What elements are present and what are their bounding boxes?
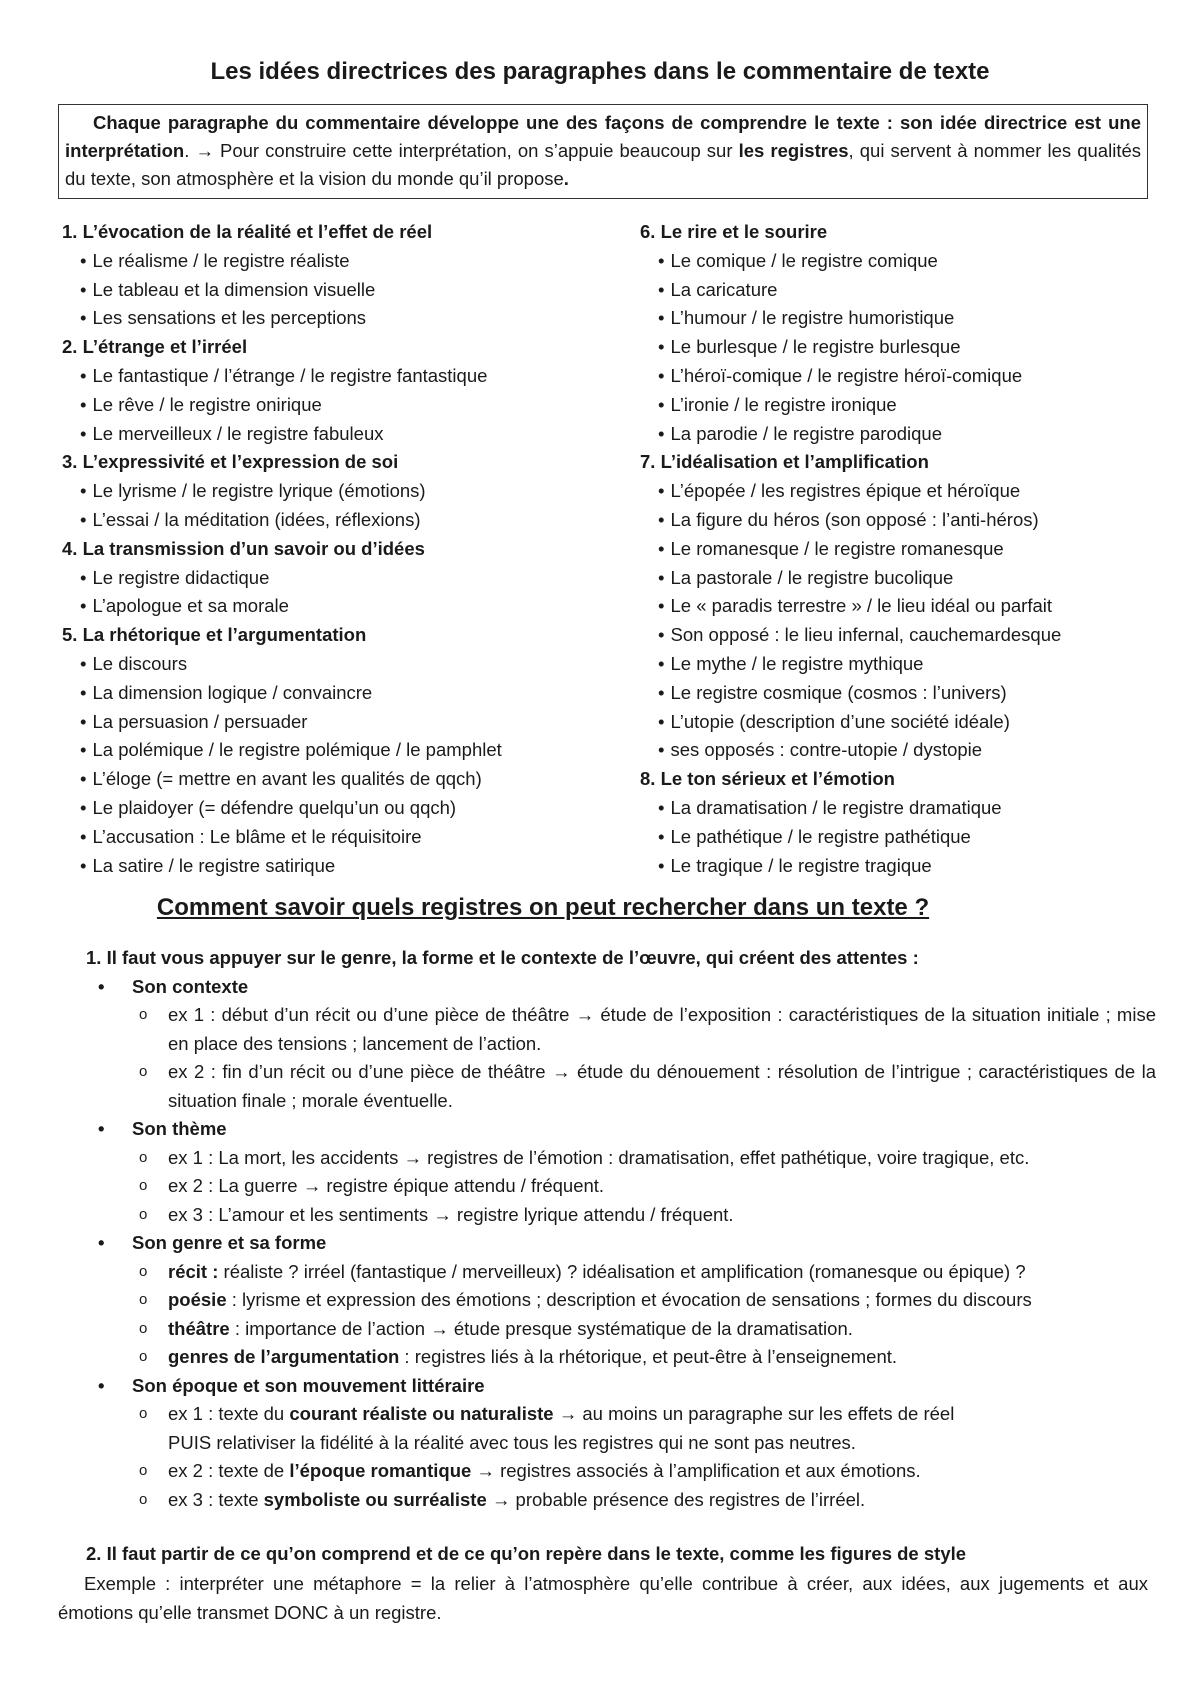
epoque-ex2 xyxy=(86,1457,1156,1486)
genre-theatre-text: : importance de l’action → étude presque systématique de la dramatisation. xyxy=(229,1317,853,1339)
section-title: 1. L’évocation de la réalité et l’effet de réel xyxy=(62,221,433,242)
section-title: 6. Le rire et le sourire xyxy=(640,221,828,242)
list-item: • Le lyrisme / le registre lyrique (émotions) xyxy=(62,477,622,506)
list-item: • La figure du héros (son opposé : l’anti-héros) xyxy=(640,506,1180,535)
genre-recit xyxy=(86,1258,1156,1287)
epoque-ex3-a: ex 3 : texte xyxy=(168,1488,264,1510)
intro-text-1: . → Pour construire cette interprétation, on s’appuie beaucoup sur xyxy=(184,140,739,161)
part2-heading: 2. Il faut partir de ce qu’on comprend et de ce qu’on repère dans le texte, comme les figures de style xyxy=(86,1543,967,1564)
list-item: • La polémique / le registre polémique / le pamphlet xyxy=(62,736,622,765)
theme-bullet: • Son thème xyxy=(86,1115,1156,1144)
intro-bold-1: Chaque paragraphe du commentaire développe une des façons de comprendre le texte : son idée directrice est une interprétation xyxy=(65,112,1141,161)
part2-heading-block xyxy=(86,1540,1156,1569)
genre-poesie-label: poésie xyxy=(168,1289,227,1310)
list-item: • La pastorale / le registre bucolique xyxy=(640,564,1180,593)
part1-block xyxy=(86,944,1156,1514)
section-title: 8. Le ton sérieux et l’émotion xyxy=(640,768,895,790)
contexte-ex2: o ex 2 : fin d’un récit ou d’une pièce de théâtre → étude du dénouement : résolution de l’intrigue ; caractéristiques de la situation finale ; morale éventuelle. xyxy=(86,1058,1156,1115)
list-item: • ses opposés : contre-utopie / dystopie xyxy=(640,736,1180,765)
epoque-ex2-c: → registres associés à l’amplification et aux émotions. xyxy=(471,1460,921,1481)
page-title: Les idées directrices des paragraphes dans le commentaire de texte xyxy=(210,58,990,85)
theme-ex1: o ex 1 : La mort, les accidents → registres de l’émotion : dramatisation, effet pathétique, voire tragique, etc. xyxy=(86,1144,1156,1173)
epoque-ex2-b: l’époque romantique xyxy=(289,1460,472,1481)
list-item: • Le réalisme / le registre réaliste xyxy=(62,247,622,276)
contexte-bullet: • Son contexte xyxy=(86,973,1156,1002)
genre-poesie-text: : lyrisme et expression des émotions ; description et évocation de sensations ; formes du discours xyxy=(226,1289,1032,1310)
genre-bullet: • Son genre et sa forme xyxy=(86,1229,1156,1258)
list-item: • Le merveilleux / le registre fabuleux xyxy=(62,420,622,449)
list-item: • Le registre cosmique (cosmos : l’univers) xyxy=(640,679,1180,708)
list-item: • L’essai / la méditation (idées, réflexions) xyxy=(62,506,622,535)
list-item: • L’apologue et sa morale xyxy=(62,592,622,621)
list-item: • Le « paradis terrestre » / le lieu idéal ou parfait xyxy=(640,592,1180,621)
list-item: • La parodie / le registre parodique xyxy=(640,420,1180,449)
part1-heading: 1. Il faut vous appuyer sur le genre, la forme et le contexte de l’œuvre, qui créent des attentes : xyxy=(86,947,919,968)
intro-box xyxy=(58,104,1148,199)
list-item: • L’ironie / le registre ironique xyxy=(640,391,1180,420)
list-item: • Le plaidoyer (= défendre quelqu’un ou qqch) xyxy=(62,794,622,823)
genre-argumentation xyxy=(86,1343,1156,1372)
epoque-ex2-a: ex 2 : texte de xyxy=(168,1460,290,1481)
list-item: • Le fantastique / l’étrange / le registre fantastique xyxy=(62,362,622,391)
list-item: • Les sensations et les perceptions xyxy=(62,304,622,333)
part2-body: Exemple : interpréter une métaphore = la relier à l’atmosphère qu’elle contribue à créer, aux idées, aux jugements et aux émotions qu’elle transmet DONC à un registre. xyxy=(58,1573,1148,1623)
right-column xyxy=(640,218,1180,880)
epoque-ex1-c: → au moins un paragraphe sur les effets de réel xyxy=(553,1403,955,1424)
list-item: • La satire / le registre satirique xyxy=(62,852,622,881)
genre-recit-text: réaliste ? irréel (fantastique / merveilleux) ? idéalisation et amplification (romanesque ou épique) ? xyxy=(218,1260,1026,1282)
list-item: • Le mythe / le registre mythique xyxy=(640,650,1180,679)
genre-theatre xyxy=(86,1315,1156,1344)
list-item: • Le romanesque / le registre romanesque xyxy=(640,535,1180,564)
genre-poesie xyxy=(86,1286,1156,1315)
section-title: 5. La rhétorique et l’argumentation xyxy=(62,624,367,646)
list-item: • Le tableau et la dimension visuelle xyxy=(62,276,622,305)
section2-heading xyxy=(0,894,1086,922)
epoque-bullet: • Son époque et son mouvement littéraire xyxy=(86,1372,1156,1401)
section2-title: Comment savoir quels registres on peut rechercher dans un texte ? xyxy=(156,894,930,921)
list-item: • L’éloge (= mettre en avant les qualités de qqch) xyxy=(62,765,622,794)
epoque-ex3 xyxy=(86,1486,1156,1515)
contexte-ex1: o ex 1 : début d’un récit ou d’une pièce de théâtre → étude de l’exposition : caractéristiques de la situation initiale ; mise en place des tensions ; lancement de l’action. xyxy=(86,1001,1156,1058)
epoque-ex1 xyxy=(86,1400,1156,1457)
list-item: • Le tragique / le registre tragique xyxy=(640,852,1180,881)
epoque-ex3-c: → probable présence des registres de l’irréel. xyxy=(486,1488,866,1510)
list-item: • Le rêve / le registre onirique xyxy=(62,391,622,420)
list-item: • L’épopée / les registres épique et héroïque xyxy=(640,477,1180,506)
list-item: • La caricature xyxy=(640,276,1180,305)
list-item: • L’héroï-comique / le registre héroï-comique xyxy=(640,362,1180,391)
intro-bold-2: les registres xyxy=(738,140,849,161)
genre-theatre-label: théâtre xyxy=(168,1317,230,1339)
list-item: • Le registre didactique xyxy=(62,564,622,593)
section-title: 4. La transmission d’un savoir ou d’idées xyxy=(62,537,425,559)
intro-text-2: , qui servent à nommer les qualités du texte, son atmosphère et la vision du monde qu’il propose xyxy=(65,140,1141,189)
list-item: • La persuasion / persuader xyxy=(62,708,622,737)
epoque-ex1-a: ex 1 : texte du xyxy=(168,1403,290,1424)
genre-argumentation-label: genres de l’argumentation xyxy=(168,1346,400,1367)
list-item: • Le discours xyxy=(62,650,622,679)
theme-ex3: o ex 3 : L’amour et les sentiments → registre lyrique attendu / fréquent. xyxy=(86,1201,1156,1230)
theme-ex2: o ex 2 : La guerre → registre épique attendu / fréquent. xyxy=(86,1172,1156,1201)
list-item: • La dimension logique / convaincre xyxy=(62,679,622,708)
list-item: • L’utopie (description d’une société idéale) xyxy=(640,708,1180,737)
list-item: • Le pathétique / le registre pathétique xyxy=(640,823,1180,852)
list-item: • Le burlesque / le registre burlesque xyxy=(640,333,1180,362)
list-item: • La dramatisation / le registre dramatique xyxy=(640,794,1180,823)
epoque-ex1-d: PUIS relativiser la fidélité à la réalité avec tous les registres qui ne sont pas neutres. xyxy=(168,1431,856,1453)
genre-argumentation-text: : registres liés à la rhétorique, et peut-être à l’enseignement. xyxy=(399,1346,898,1367)
section-title: 3. L’expressivité et l’expression de soi xyxy=(62,451,399,473)
genre-recit-label: récit : xyxy=(168,1260,219,1282)
list-item: • L’humour / le registre humoristique xyxy=(640,304,1180,333)
intro-bold-3: . xyxy=(563,168,569,189)
list-item: • L’accusation : Le blâme et le réquisitoire xyxy=(62,823,622,852)
left-column xyxy=(62,218,622,880)
epoque-ex3-b: symboliste ou surréaliste xyxy=(263,1488,487,1510)
section-title: 2. L’étrange et l’irréel xyxy=(62,336,248,358)
section-title: 7. L’idéalisation et l’amplification xyxy=(640,451,929,473)
list-item: • Son opposé : le lieu infernal, cauchemardesque xyxy=(640,621,1180,650)
epoque-ex1-b: courant réaliste ou naturaliste xyxy=(289,1403,554,1424)
list-item: • Le comique / le registre comique xyxy=(640,247,1180,276)
